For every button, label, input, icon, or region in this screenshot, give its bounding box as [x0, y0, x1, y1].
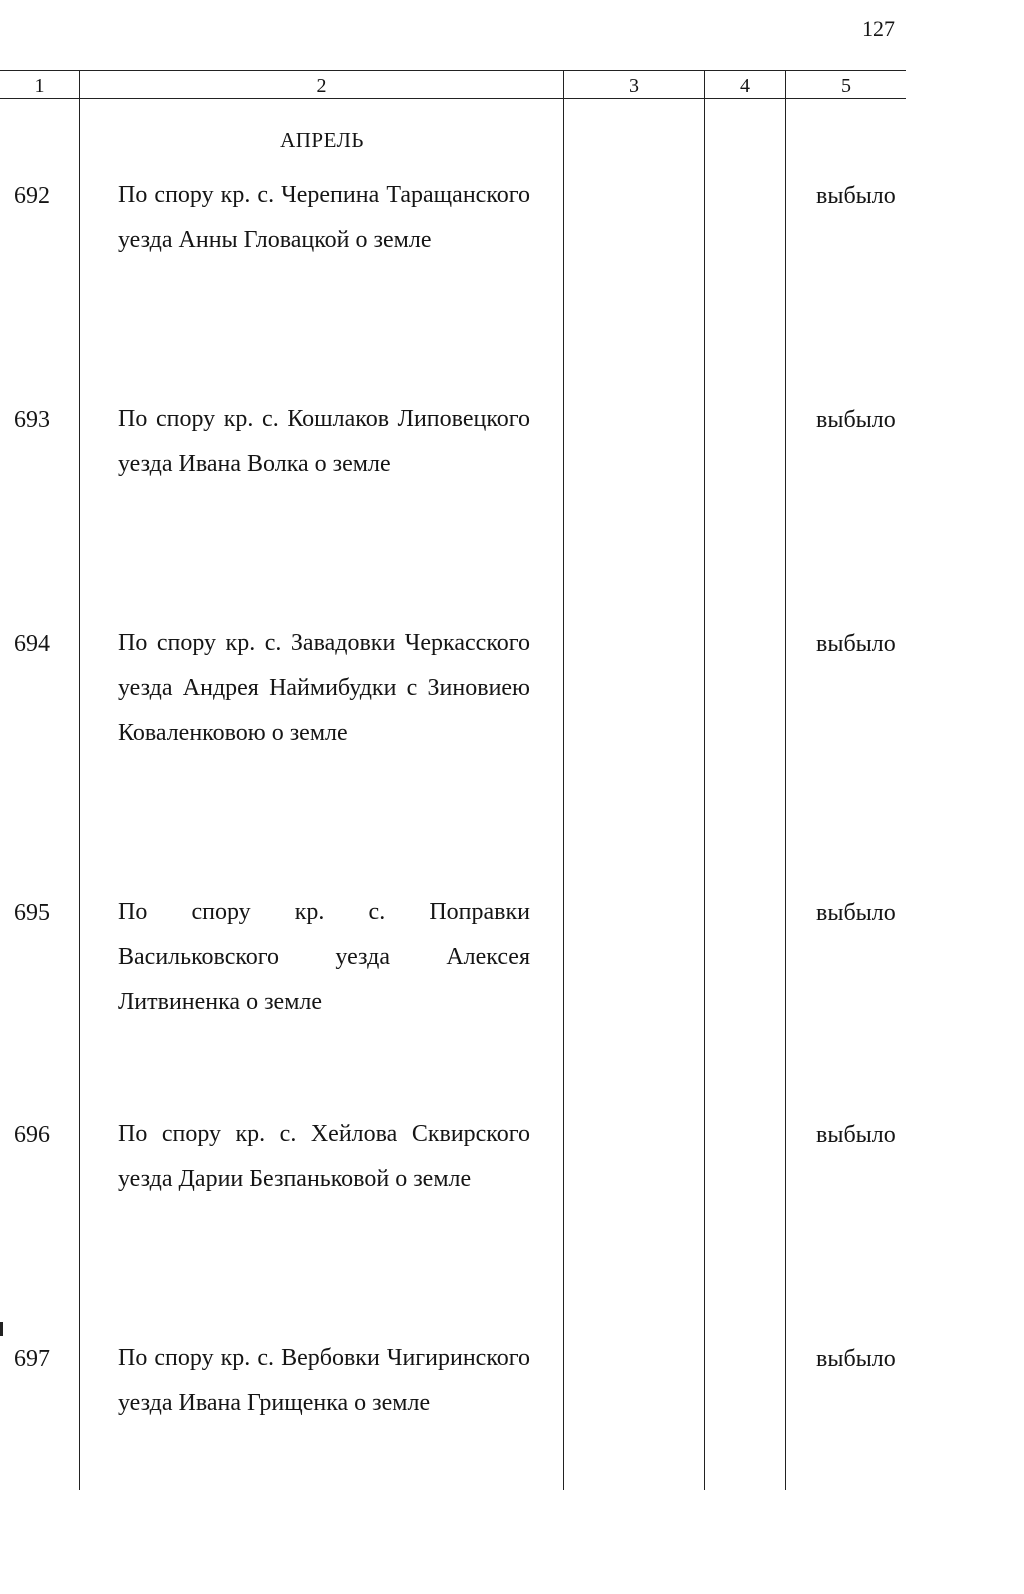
entry-text: По спору кр. с. Кошлаков Липовецкого уезда Ивана Волка о земле	[118, 406, 530, 477]
column-divider-4	[785, 70, 786, 1490]
table-top-rule	[0, 70, 906, 71]
page-number: 127	[862, 16, 895, 41]
entry-number: 692	[14, 183, 50, 209]
entry-status: выбыло	[816, 900, 896, 926]
column-divider-2	[563, 70, 564, 1490]
month-heading: АПРЕЛЬ	[280, 128, 364, 152]
column-header-5: 5	[841, 75, 851, 97]
entry-number: 694	[14, 631, 50, 657]
table-header-rule	[0, 98, 906, 99]
entry-number: 695	[14, 900, 50, 926]
entry-status: выбыло	[816, 183, 896, 209]
entry-number: 696	[14, 1122, 50, 1148]
column-divider-1	[79, 70, 80, 1490]
column-header-4: 4	[740, 75, 750, 97]
entry-status: выбыло	[816, 631, 896, 657]
column-divider-3	[704, 70, 705, 1490]
column-header-3: 3	[629, 75, 639, 97]
entry-text: По спору кр. с. Вербовки Чигиринского уезда Ивана Грищенка о земле	[118, 1345, 530, 1416]
entry-status: выбыло	[816, 407, 896, 433]
entry-text: По спору кр. с. Поправки Васильковского уезда Алексея Литвиненка о земле	[118, 899, 530, 1015]
entry-number: 693	[14, 407, 50, 433]
scan-artifact-mark	[0, 1322, 3, 1336]
column-header-1: 1	[34, 75, 45, 97]
entry-status: выбыло	[816, 1122, 896, 1148]
column-header-2: 2	[316, 75, 327, 97]
entry-text: По спору кр. с. Хейлова Сквирского уезда Дарии Безпаньковой о земле	[118, 1121, 530, 1192]
entry-text: По спору кр. с. Черепина Таращанского уезда Анны Гловацкой о земле	[118, 182, 530, 253]
entry-number: 697	[14, 1346, 50, 1372]
entry-status: выбыло	[816, 1346, 896, 1372]
entry-text: По спору кр. с. Завадовки Черкасского уезда Андрея Наймибудки с Зиновиею Коваленковою о земле	[118, 630, 530, 746]
